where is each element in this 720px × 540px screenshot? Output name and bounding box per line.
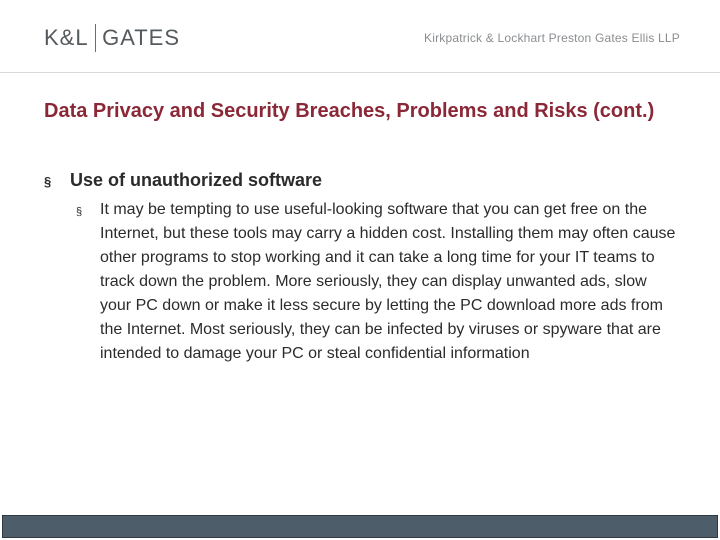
logo-divider (95, 24, 97, 52)
bullet-level-2 (76, 198, 681, 366)
footer-bar (2, 515, 718, 538)
bullet-marker: § (44, 174, 52, 189)
header-divider (0, 72, 720, 73)
sub-bullet-text: It may be tempting to use useful-looking software that you can get free on the Internet, but these tools may carry a hidden cost. Installing them may often cause other programs to stop working and it can take a long time for your IT teams to track down the problem. More seriously, they can display unwanted ads, slow your PC down or make it less secure by letting the PC download more ads from the Internet. Most seriously, they can be infected by viruses or spyware that are intended to damage your PC or steal confidential information (100, 201, 676, 362)
slide-header (0, 0, 720, 80)
logo-left-text: K&L (44, 25, 89, 50)
sub-bullet-marker: § (76, 206, 83, 218)
kl-gates-logo (44, 24, 180, 52)
slide-title: Data Privacy and Security Breaches, Problems and Risks (cont.) (44, 100, 655, 122)
bullet-level-1 (44, 168, 684, 194)
logo-right-text: GATES (102, 25, 181, 50)
firm-name: Kirkpatrick & Lockhart Preston Gates Ellis LLP (424, 31, 680, 45)
bullet-text: Use of unauthorized software (70, 170, 323, 190)
